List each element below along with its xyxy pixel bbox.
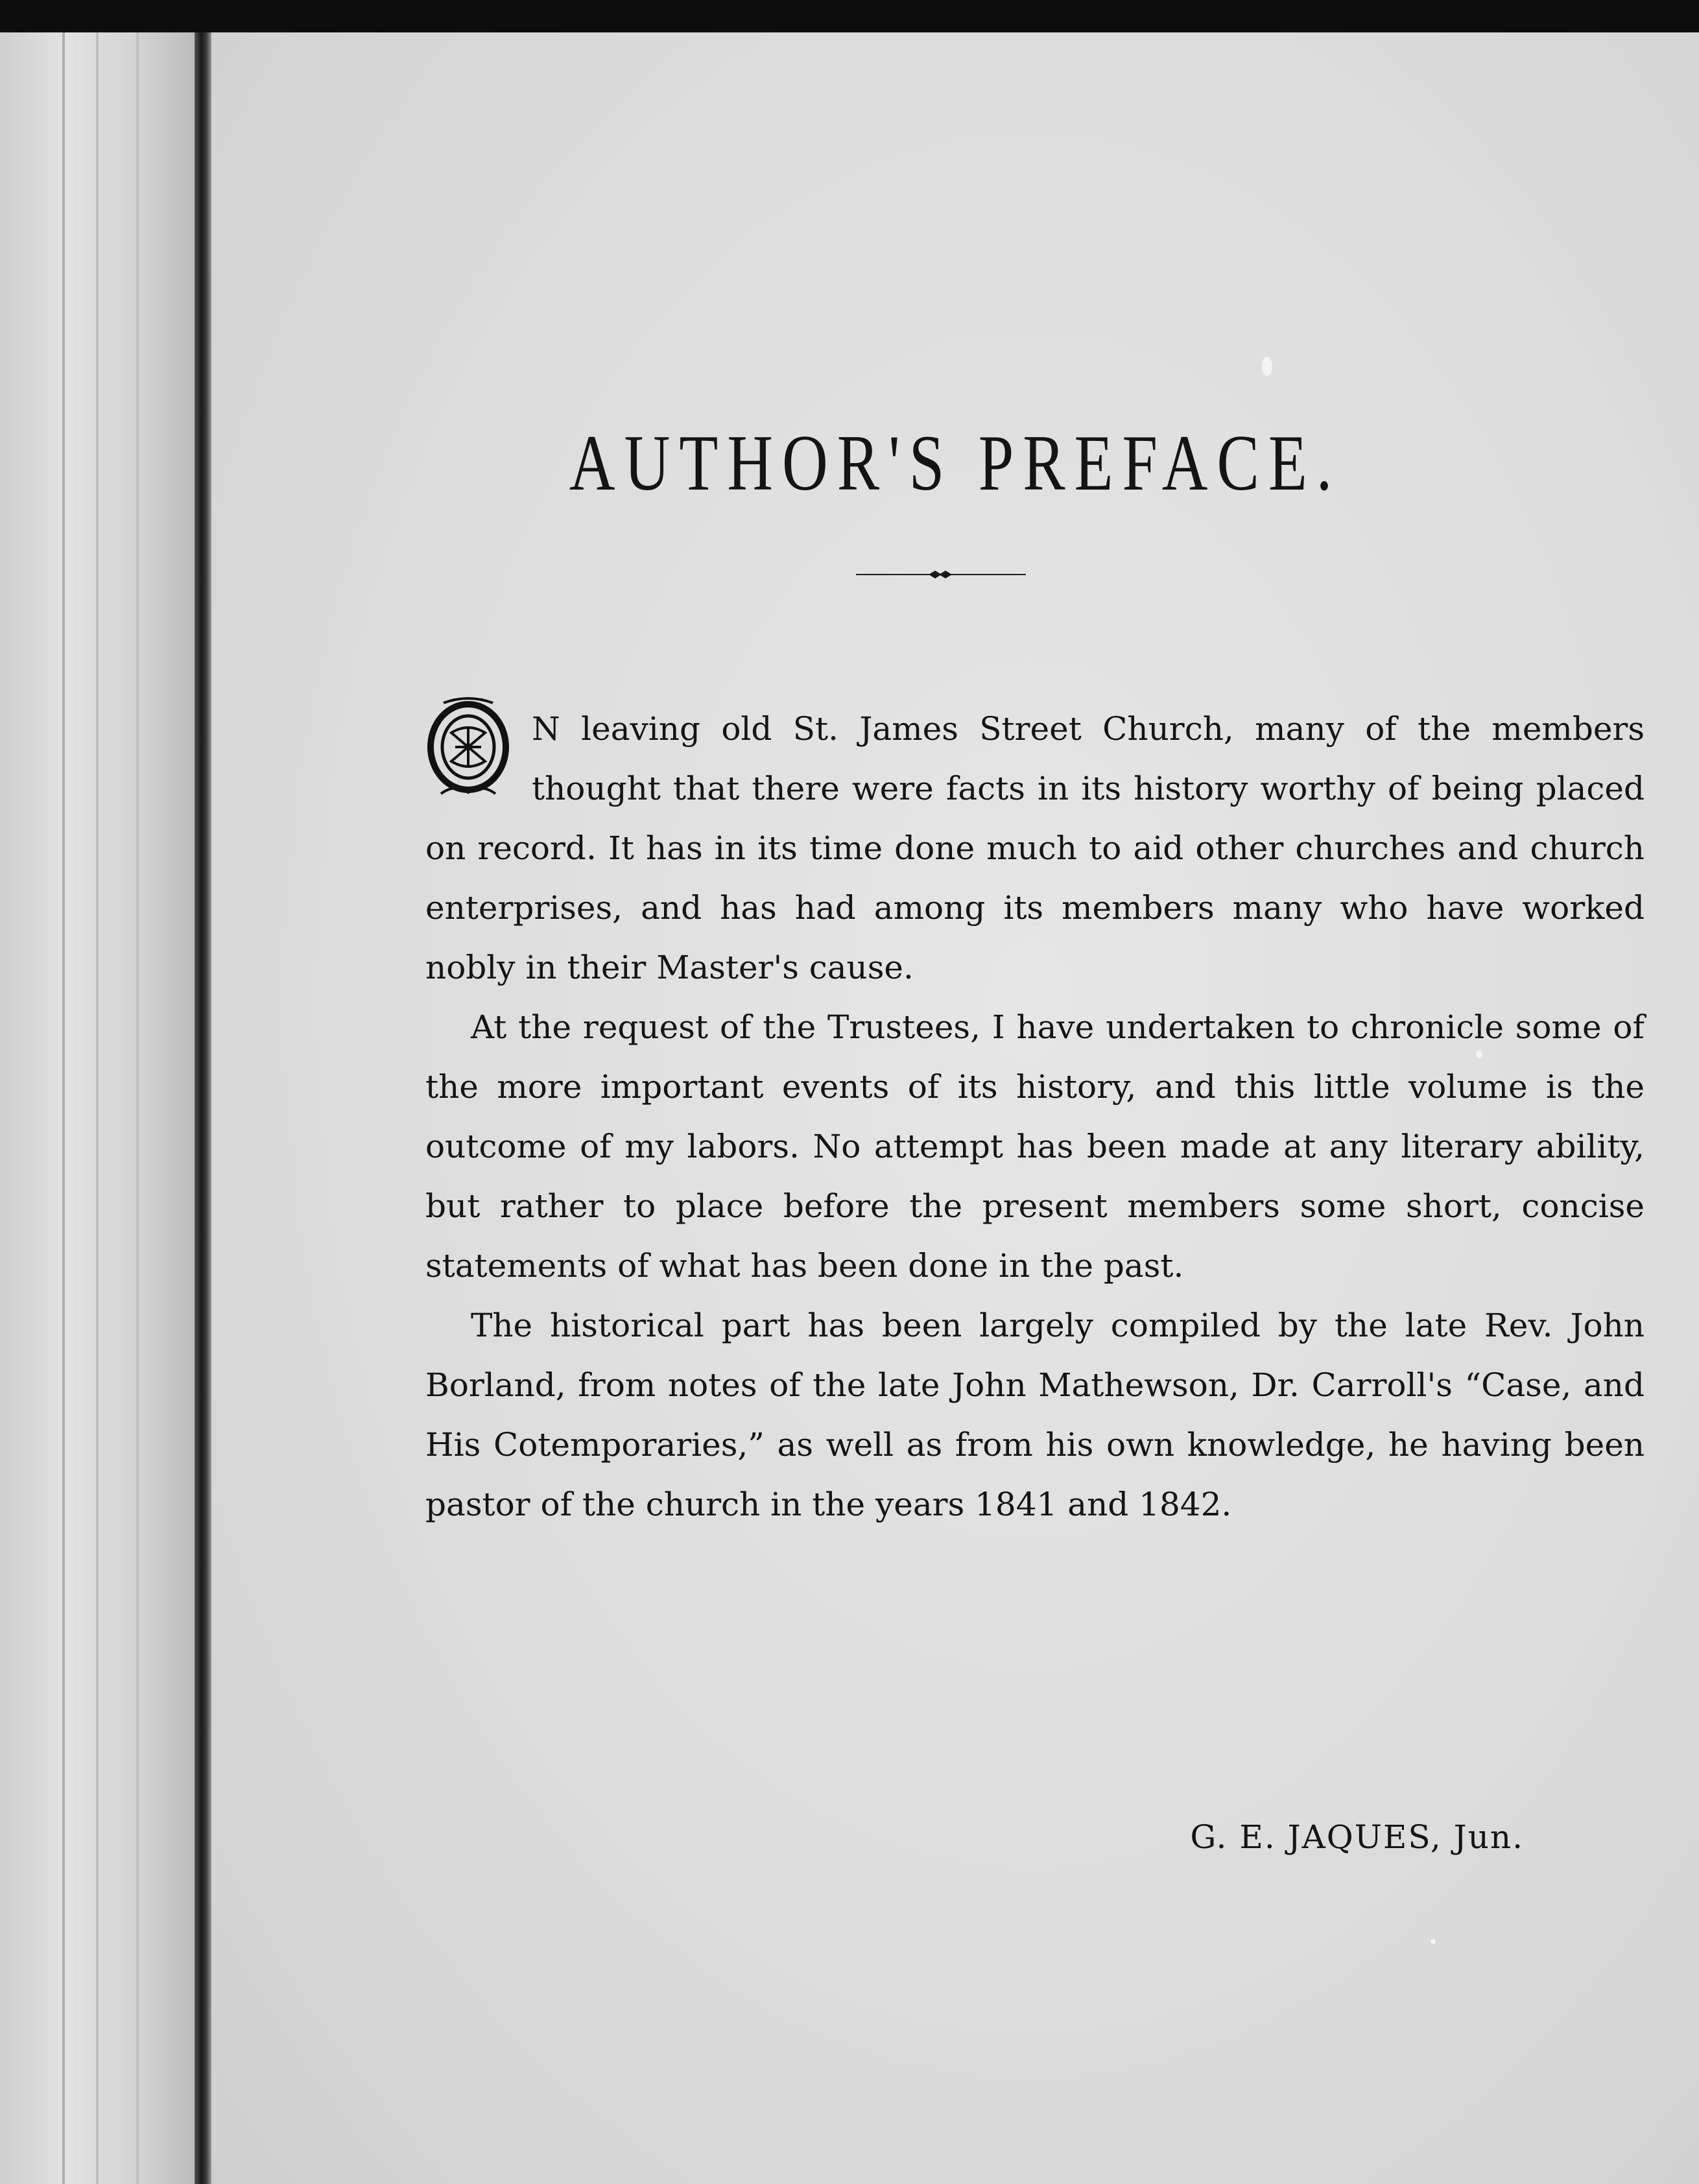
paper-speck xyxy=(1431,1939,1436,1944)
scan-top-edge xyxy=(0,0,1699,32)
ornament-rule-divider xyxy=(856,568,1026,581)
paper-crease xyxy=(62,32,65,2184)
left-blank-leaf xyxy=(0,32,195,2184)
paper-speck xyxy=(1476,1050,1482,1058)
paper-crease xyxy=(136,32,139,2184)
ornamental-drop-cap-icon xyxy=(422,696,519,807)
paragraph-3: The historical part has been largely compiled by the late Rev. John Borland, from notes of the late John Mathewson, Dr. Carroll's “Case, and His Cotemporaries,” as well as from his own knowledge, he having been pastor of the church in the years 1841 and 1842. xyxy=(425,1307,1645,1523)
page-title: AUTHOR'S PREFACE. xyxy=(569,420,1342,508)
paper-crease xyxy=(96,32,99,2184)
paragraph-1-text: N leaving old St. James Street Church, many of the members thought that there were facts in its history worthy of being placed on record. It has in its time done much to aid other churches and church enterprises, and has had among its members many who have worked nobly in their Master's cause. xyxy=(425,710,1645,986)
book-gutter xyxy=(195,32,211,2184)
paper-speck xyxy=(1262,357,1272,376)
author-signature: G. E. JAQUES, Jun. xyxy=(1190,1818,1524,1856)
paragraph-1 xyxy=(422,696,1645,997)
preface-page xyxy=(211,32,1699,2184)
paragraph-2: At the request of the Trustees, I have undertaken to chronicle some of the more important events of its history, and this little volume is the outcome of my labors. No attempt has been made at any literary ability, but rather to place before the present members some short, concise statements of what has been done in the past. xyxy=(425,1008,1645,1285)
preface-body xyxy=(422,696,1645,1534)
